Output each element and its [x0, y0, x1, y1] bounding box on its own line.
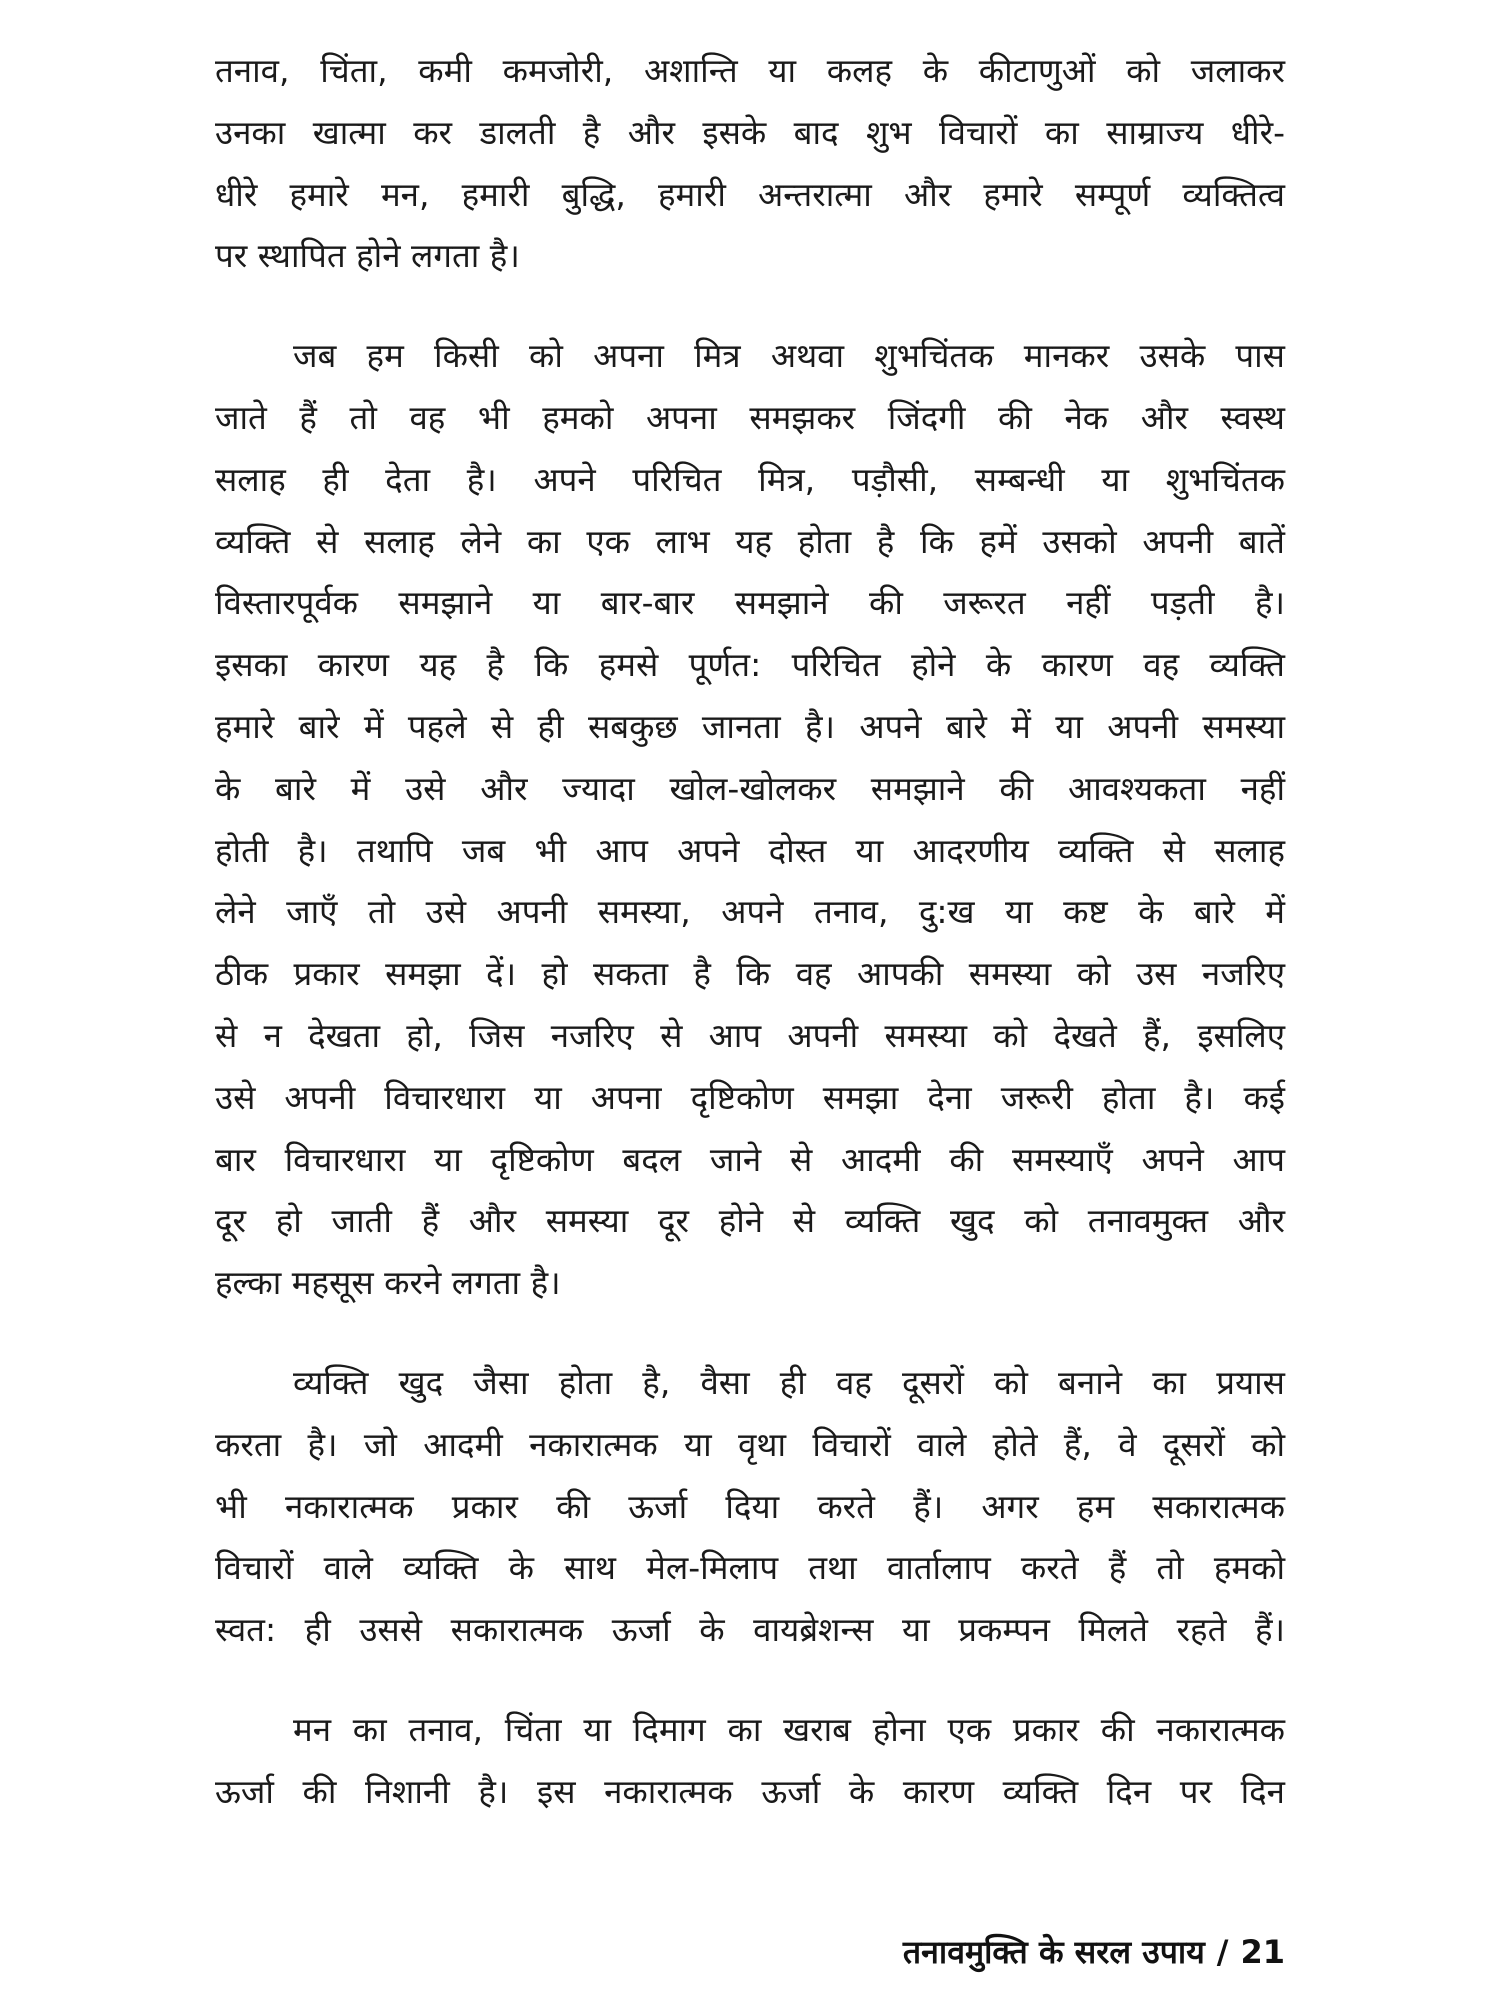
- text-line: व्यक्ति से सलाह लेने का एक लाभ यह होता है कि हमें उसको अपनी बातें: [215, 521, 1285, 561]
- text-line: व्यक्ति खुद जैसा होता है, वैसा ही वह दूसरों को बनाने का प्रयास: [293, 1362, 1285, 1402]
- page-number: 21: [1240, 1933, 1285, 1971]
- text-line: के बारे में उसे और ज्यादा खोल-खोलकर समझाने की आवश्यकता नहीं: [215, 768, 1285, 808]
- text-line: उनका खात्मा कर डालती है और इसके बाद शुभ विचारों का साम्राज्य धीरे-: [215, 112, 1285, 152]
- page-footer: [903, 1930, 1285, 1973]
- text-line: तनाव, चिंता, कमी कमजोरी, अशान्ति या कलह के कीटाणुओं को जलाकर: [215, 51, 1285, 90]
- text-line: इसका कारण यह है कि हमसे पूर्णत: परिचित होने के कारण वह व्यक्ति: [215, 645, 1285, 685]
- text-line: ऊर्जा की निशानी है। इस नकारात्मक ऊर्जा के कारण व्यक्ति दिन पर दिन: [215, 1771, 1285, 1811]
- footer-separator: /: [1216, 1933, 1229, 1971]
- text-line: उसे अपनी विचारधारा या अपना दृष्टिकोण समझा देना जरूरी होता है। कई: [215, 1077, 1285, 1117]
- paragraph-4: [215, 1699, 1285, 1823]
- paragraph-2: [215, 325, 1285, 1314]
- text-line: बार विचारधारा या दृष्टिकोण बदल जाने से आदमी की समस्याएँ अपने आप: [215, 1139, 1285, 1179]
- paragraph-gap: [215, 1314, 1285, 1352]
- text-line: मन का तनाव, चिंता या दिमाग का खराब होना एक प्रकार की नकारात्मक: [293, 1709, 1285, 1749]
- text-line: जब हम किसी को अपना मित्र अथवा शुभचिंतक मानकर उसके पास: [293, 336, 1285, 376]
- page-body: [215, 40, 1285, 1823]
- text-line: जाते हैं तो वह भी हमको अपना समझकर जिंदगी की नेक और स्वस्थ: [215, 397, 1285, 437]
- paragraph-1: [215, 40, 1285, 287]
- running-book-title: तनावमुक्ति के सरल उपाय: [902, 1933, 1205, 1971]
- text-line: से न देखता हो, जिस नजरिए से आप अपनी समस्या को देखते हैं, इसलिए: [215, 1015, 1285, 1055]
- paragraph-gap: [215, 1661, 1285, 1699]
- paragraph-gap: [215, 287, 1285, 325]
- paragraph-3: [215, 1352, 1285, 1661]
- text-line: दूर हो जाती हैं और समस्या दूर होने से व्यक्ति खुद को तनावमुक्त और: [215, 1201, 1285, 1241]
- text-line: विचारों वाले व्यक्ति के साथ मेल-मिलाप तथा वार्तालाप करते हैं तो हमको: [215, 1548, 1285, 1588]
- text-line: स्वत: ही उससे सकारात्मक ऊर्जा के वायब्रेशन्स या प्रकम्पन मिलते रहते हैं।: [215, 1610, 1285, 1650]
- text-line: लेने जाएँ तो उसे अपनी समस्या, अपने तनाव, दु:ख या कष्ट के बारे में: [215, 892, 1285, 932]
- text-line: विस्तारपूर्वक समझाने या बार-बार समझाने की जरूरत नहीं पड़ती है।: [215, 583, 1285, 623]
- text-line: ठीक प्रकार समझा दें। हो सकता है कि वह आपकी समस्या को उस नजरिए: [215, 954, 1285, 994]
- text-line: भी नकारात्मक प्रकार की ऊर्जा दिया करते हैं। अगर हम सकारात्मक: [215, 1486, 1285, 1526]
- text-line: हल्का महसूस करने लगता है।: [215, 1263, 561, 1303]
- text-line: करता है। जो आदमी नकारात्मक या वृथा विचारों वाले होते हैं, वे दूसरों को: [215, 1424, 1285, 1464]
- text-line: धीरे हमारे मन, हमारी बुद्धि, हमारी अन्तरात्मा और हमारे सम्पूर्ण व्यक्तित्व: [215, 174, 1285, 214]
- text-line: सलाह ही देता है। अपने परिचित मित्र, पड़ौसी, सम्बन्धी या शुभचिंतक: [215, 459, 1285, 499]
- text-line: पर स्थापित होने लगता है।: [215, 236, 520, 276]
- text-line: हमारे बारे में पहले से ही सबकुछ जानता है। अपने बारे में या अपनी समस्या: [215, 706, 1285, 746]
- text-line: होती है। तथापि जब भी आप अपने दोस्त या आदरणीय व्यक्ति से सलाह: [215, 830, 1285, 870]
